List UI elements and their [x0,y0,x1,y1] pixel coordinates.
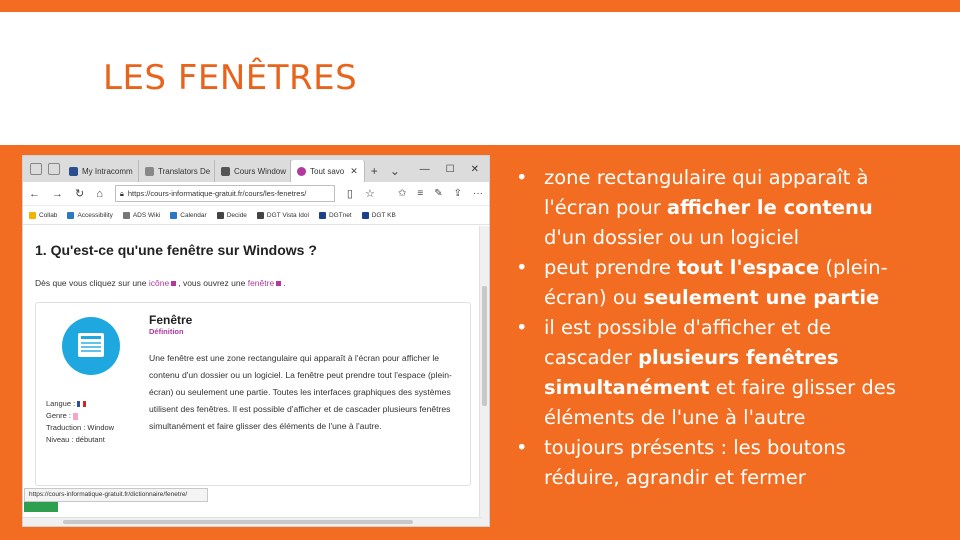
definition-body [149,313,469,435]
tab-preview-icon[interactable] [48,163,60,175]
new-tab-button[interactable]: + [370,164,378,178]
window-glyph-icon [78,333,104,357]
dictionary-icon [171,281,176,286]
window-controls [420,156,489,182]
bookmark-item[interactable]: Accessibility [67,212,112,219]
window-definition-icon [62,317,120,375]
home-icon[interactable]: ⌂ [96,187,103,200]
web-note-icon[interactable]: ✎ [434,188,443,199]
bookmark-icon [257,212,264,219]
page-heading: 1. Qu'est-ce qu'une fenêtre sur Windows ? [35,242,317,258]
reading-list-icon[interactable]: ≡ [417,188,424,199]
tab-cours-windows[interactable] [215,160,291,182]
intracomm-icon [69,167,78,176]
bullet-list [510,163,920,493]
scroll-thumb[interactable] [63,520,413,524]
horizontal-scrollbar[interactable] [23,517,481,526]
status-url-tooltip: https://cours-informatique-gratuit.fr/dictionnaire/fenetre/ [24,488,208,502]
tab-label: My Intracomm [82,166,133,176]
bookmark-item[interactable]: Decide [217,212,247,219]
bookmark-item[interactable]: DGT KB [362,212,396,219]
page-icon [145,167,154,176]
bullet-item: • zone rectangulaire qui apparaît à l'écran pour afficher le contenu d'un dossier ou un logiciel [510,163,920,253]
address-bar [23,182,489,206]
bookmark-icon [217,212,224,219]
url-text: https://cours-informatique-gratuit.fr/cours/les-fenetres/ [127,189,307,198]
definition-title: Fenêtre [149,313,193,327]
slide-title: LES FENÊTRES [103,58,358,98]
dictionary-icon [276,281,281,286]
fenetre-link[interactable]: fenêtre [247,278,275,288]
tab-bar [23,156,489,182]
tab-close-icon[interactable]: ✕ [350,165,358,176]
tab-actions-icon[interactable] [30,163,42,175]
bookmarks-bar [23,206,489,225]
tab-translators[interactable] [139,160,215,182]
green-page-button[interactable] [24,502,58,512]
genre-icon [73,413,78,420]
more-icon[interactable]: ··· [473,188,483,199]
tab-tout-savoir[interactable] [291,160,365,182]
tab-label: Translators De [158,166,211,176]
intro-paragraph: Dès que vous cliquez sur une icône , vous ouvrez une fenêtre . [35,278,286,288]
definition-text: Une fenêtre est une zone rectangulaire qui apparaît à l'écran pour afficher le contenu d'un dossier ou un logiciel. La fenêtre peut prendre tout l'espace (plein-écran) ou seulement une partie. Toutes les interfaces graphiques des systèmes utilisent des fenêtres. Il est possible d'afficher et de cascader plusieurs fenêtres simultanément et faire glisser des éléments de l'une à l'autre. [149,353,452,431]
tab-label: Tout savo [310,166,345,176]
bullet-item: • il est possible d'afficher et de cascader plusieurs fenêtres simultanément et faire glisser des éléments de l'une à l'autre [510,313,920,433]
share-icon[interactable]: ⇪ [453,188,462,199]
definition-meta [46,398,146,446]
scroll-thumb[interactable] [482,286,487,406]
url-input[interactable] [115,185,335,202]
meta-traduction: Traduction : Window [46,423,115,432]
bookmark-item[interactable]: Collab [29,212,57,219]
bookmark-item[interactable]: DGT Vista Idol [257,212,309,219]
favorite-star-icon[interactable]: ☆ [364,188,375,200]
bookmark-icon [67,212,74,219]
meta-niveau: Niveau : débutant [46,435,105,444]
favorites-hub-icon[interactable]: ✩ [397,188,407,199]
tab-intracomm[interactable] [63,160,139,182]
french-flag-icon [77,401,86,407]
maximize-icon[interactable]: ☐ [445,163,455,175]
lock-icon: 🔒︎ [119,188,124,198]
bookmark-item[interactable]: Calendar [170,212,206,219]
bullet-item: • peut prendre tout l'espace (plein-écran) ou seulement une partie [510,253,920,313]
tout-savoir-icon [297,167,306,176]
browser-screenshot [22,155,490,527]
definition-card [35,302,471,486]
bookmark-item[interactable]: DGTnet [319,212,352,219]
folder-icon [29,212,36,219]
toolbar-right [398,188,483,199]
bookmark-icon [123,212,130,219]
meta-langue: Langue : [46,398,146,410]
bookmark-item[interactable]: ADS Wiki [123,212,160,219]
icone-link[interactable]: icône [148,278,170,288]
bullet-item: • toujours présents : les boutons réduire, agrandir et fermer [510,433,920,493]
minimize-icon[interactable]: — [419,163,430,175]
forward-icon[interactable]: → [52,187,63,200]
vertical-scrollbar[interactable] [479,226,489,527]
web-page-content [23,226,481,527]
tab-list-chevron-icon[interactable]: ⌄ [389,164,400,178]
calendar-icon [170,212,177,219]
bookmark-icon [362,212,369,219]
bookmark-icon [319,212,326,219]
refresh-icon[interactable]: ↻ [75,188,85,200]
meta-genre: Genre : [46,410,146,422]
tab-label: Cours Window [234,166,287,176]
reading-view-icon[interactable]: ▯ [346,188,353,200]
close-icon[interactable]: ✕ [470,163,479,175]
cours-icon [221,167,230,176]
top-accent-stripe [0,0,960,12]
back-icon[interactable]: ← [29,187,40,200]
definition-subtitle: Définition [149,327,184,336]
